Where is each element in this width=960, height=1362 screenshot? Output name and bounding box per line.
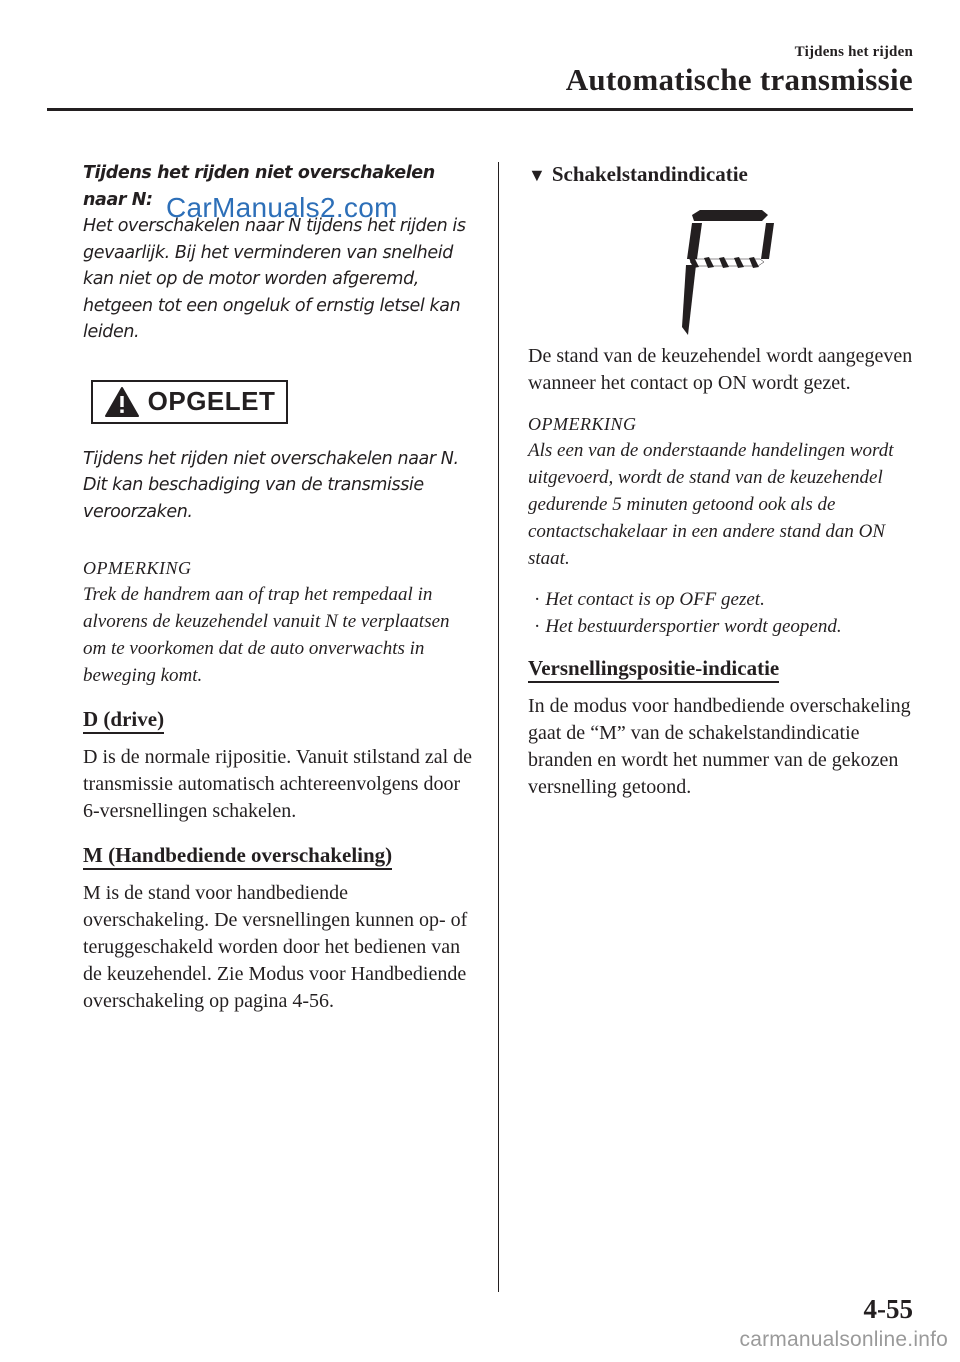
bullet-dot-icon: · (534, 616, 541, 637)
gear-indicator-body: In de modus voor handbediende overschakeling gaat de “M” van de schakelstandindicatie branden en wordt het nummer van de gekozen versnelling getoond. (528, 695, 911, 798)
triangle-down-icon: ▼ (528, 165, 546, 185)
warning-title: Tijdens het rijden niet overschakelen naar N: (83, 163, 435, 210)
warning-body: Het overschakelen naar N tijdens het rijden is gevaarlijk. Bij het verminderen van snelheid kan niet op de motor worden afgeremd, hetgeen tot een ongeluk of ernstig letsel kan leiden. (83, 216, 466, 342)
list-item-text: Het bestuurdersportier wordt geopend. (545, 616, 842, 637)
list-item (528, 586, 918, 613)
manual-heading: M (Handbediende overschakeling) (83, 843, 392, 870)
caution-label: OPGELET (147, 386, 276, 416)
caution-body: Tijdens het rijden niet overschakelen naar N. Dit kan beschadiging van de transmissie veroorzaken. (83, 448, 459, 522)
footer-watermark: carmanualsonline.info (739, 1328, 948, 1351)
manual-body: M is de stand voor handbediende overschakeling. De versnellingen kunnen op- of teruggeschakeld worden door het bedienen van de keuzehendel. Zie Modus voor Handbediende overschakeling op pagina 4-56. (83, 882, 468, 1012)
header-section-label: Tijdens het rijden (794, 44, 913, 60)
list-item (528, 613, 918, 640)
section-heading-label: Schakelstandindicatie (551, 162, 748, 186)
section-heading (528, 160, 918, 189)
caution-label-box (91, 380, 288, 424)
list-item-text: Het contact is op OFF gezet. (545, 589, 765, 610)
right-column (528, 160, 918, 801)
warning-triangle-icon (104, 386, 140, 418)
watermark-text: CarManuals2.com (166, 192, 398, 223)
column-divider (498, 162, 499, 1292)
bullet-dot-icon: · (534, 589, 541, 610)
page-title: Automatische transmissie (565, 62, 913, 97)
note-body-right: Als een van de onderstaande handelingen wordt uitgevoerd, wordt de stand van de keuzehendel gedurende 5 minuten getoond ook als de contactschakelaar in een andere stand dan ON staat. (528, 440, 894, 569)
gear-position-display-illustration (676, 207, 776, 337)
left-column (83, 160, 473, 1015)
gear-indicator-heading: Versnellingspositie-indicatie (528, 656, 779, 683)
note-label-right: OPMERKING (528, 414, 637, 434)
page-number: 4-55 (863, 1294, 913, 1324)
drive-body: D is de normale rijpositie. Vanuit stilstand zal de transmissie automatisch achtereenvolgens door 6-versnellingen schakelen. (83, 746, 473, 822)
display-body: De stand van de keuzehendel wordt aangegeven wanneer het contact op ON wordt gezet. (528, 345, 913, 394)
note-body: Trek de handrem aan of trap het rempedaal in alvorens de keuzehendel vanuit N te verplaatsen om te voorkomen dat de auto onverwachts in beweging komt. (83, 584, 450, 686)
note-label: OPMERKING (83, 558, 192, 578)
header-rule (47, 108, 913, 111)
drive-heading: D (drive) (83, 707, 164, 734)
condition-list (528, 586, 918, 640)
